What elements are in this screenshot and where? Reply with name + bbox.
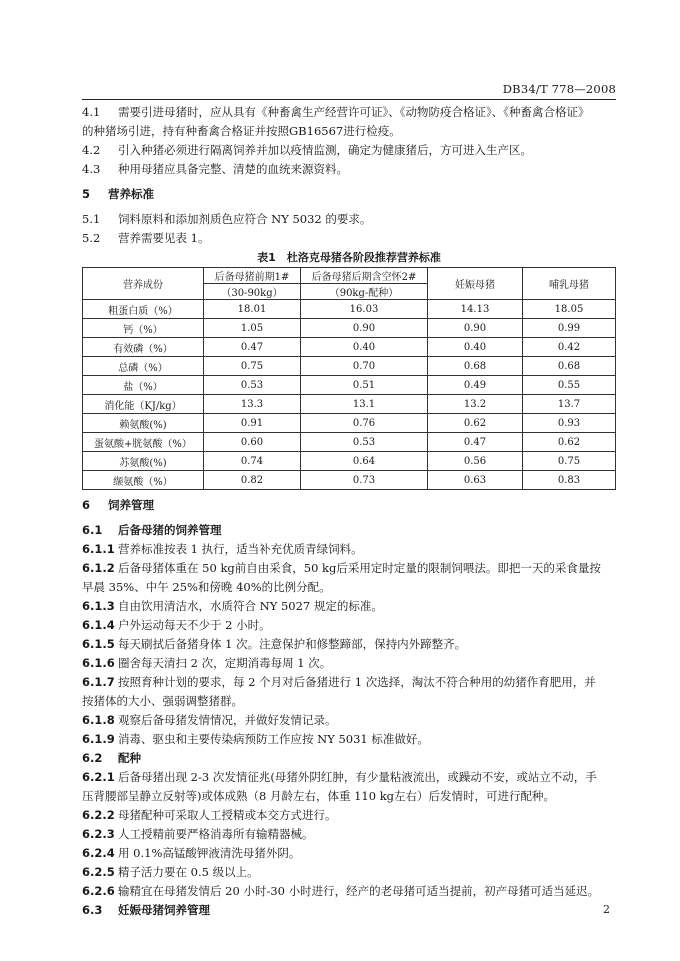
- nutrient-name-cell: 缬氨酸（%）: [83, 471, 204, 490]
- header-gilt-early-range: （30-90kg）: [204, 284, 301, 300]
- table-header-row-1: [83, 268, 616, 284]
- value-cell: 13.2: [428, 395, 523, 414]
- clause-6-2-3: [82, 825, 616, 844]
- clause-6-1-5: [82, 635, 616, 654]
- header-lactating: 哺乳母猪: [523, 268, 616, 300]
- value-cell: 0.56: [428, 452, 523, 471]
- value-cell: 0.53: [204, 376, 301, 395]
- clause-number: 5.2: [82, 231, 101, 245]
- clause-text: 后备母猪体重在 50 kg前自由采食，50 kg后采用定时定量的限制饲喂法。即把一天的采食量按: [118, 561, 601, 575]
- clause-number: 4.1: [82, 105, 101, 119]
- clause-number: 6.2.1: [82, 770, 115, 784]
- page-content: [82, 103, 616, 920]
- clause-number: 4.2: [82, 143, 101, 157]
- clause-6-1-1: [82, 540, 616, 559]
- clause-text: 需要引进母猪时，应从具有《种畜禽生产经营许可证》、《动物防疫合格证》、《种畜禽合格证》: [118, 105, 590, 119]
- value-cell: 0.68: [523, 357, 616, 376]
- clause-6-1-8: [82, 711, 616, 730]
- table-row: [83, 433, 616, 452]
- clause-number: 4.3: [82, 162, 101, 176]
- clause-text: 用 0.1%高锰酸钾液清洗母猪外阴。: [118, 846, 301, 860]
- header-pregnant: 妊娠母猪: [428, 268, 523, 300]
- clause-number: 6.2.3: [82, 827, 115, 841]
- clause-6-2-1: [82, 768, 616, 787]
- value-cell: 16.03: [301, 300, 428, 319]
- clause-4-2: [82, 141, 616, 160]
- subsection-6-2-heading: [82, 749, 616, 768]
- value-cell: 0.93: [523, 414, 616, 433]
- clause-text: 户外运动每天不少于 2 小时。: [118, 618, 271, 632]
- table-row: [83, 452, 616, 471]
- value-cell: 0.75: [204, 357, 301, 376]
- value-cell: 0.47: [428, 433, 523, 452]
- clause-text: 精子活力要在 0.5 级以上。: [118, 865, 259, 879]
- header-gilt-early: 后备母猪前期1#: [204, 268, 301, 284]
- subsection-title: 后备母猪的饲养管理: [118, 523, 222, 537]
- nutrient-name-cell: 有效磷（%）: [83, 338, 204, 357]
- value-cell: 0.73: [301, 471, 428, 490]
- subsection-number: 6.2: [82, 751, 103, 765]
- clause-text: 圈舍每天清扫 2 次，定期消毒每周 1 次。: [118, 656, 332, 670]
- clause-6-1-3: [82, 597, 616, 616]
- clauses-6-2: [82, 768, 616, 901]
- clause-text: 自由饮用清洁水，水质符合 NY 5027 规定的标准。: [118, 599, 383, 613]
- table-row: [83, 357, 616, 376]
- clause-text: 输精宜在母猪发情后 20 小时-30 小时进行，经产的老母猪可适当提前，初产母猪可适当延迟。: [118, 884, 600, 898]
- clause-number: 6.1.1: [82, 542, 115, 556]
- value-cell: 0.49: [428, 376, 523, 395]
- value-cell: 0.40: [301, 338, 428, 357]
- section-title: 饲养管理: [108, 498, 154, 512]
- value-cell: 18.05: [523, 300, 616, 319]
- value-cell: 13.3: [204, 395, 301, 414]
- table-row: [83, 319, 616, 338]
- value-cell: 0.82: [204, 471, 301, 490]
- section-number: 5: [82, 187, 91, 201]
- value-cell: 13.7: [523, 395, 616, 414]
- value-cell: 0.83: [523, 471, 616, 490]
- clause-number: 5.1: [82, 212, 101, 226]
- subsection-title: 配种: [118, 751, 141, 765]
- subsection-number: 6.1: [82, 523, 103, 537]
- value-cell: 0.90: [301, 319, 428, 338]
- clause-6-1-9: [82, 730, 616, 749]
- clause-5-1: [82, 210, 616, 229]
- nutrient-name-cell: 蛋氨酸+胱氨酸（%）: [83, 433, 204, 452]
- nutrient-name-cell: 钙（%）: [83, 319, 204, 338]
- clause-6-2-4: [82, 844, 616, 863]
- clause-6-1-2: [82, 559, 616, 578]
- clause-number: 6.1.2: [82, 561, 115, 575]
- clause-number: 6.1.6: [82, 656, 115, 670]
- nutrition-table: [82, 267, 616, 490]
- nutrient-name-cell: 盐（%）: [83, 376, 204, 395]
- clause-text: 按照育种计划的要求，每 2 个月对后备猪进行 1 次选择，淘汰不符合种用的幼猪作育肥用，并: [118, 675, 596, 689]
- clauses-6-1: [82, 540, 616, 749]
- clause-6-1-4: [82, 616, 616, 635]
- value-cell: 18.01: [204, 300, 301, 319]
- clause-6-1-2-continued: 早晨 35%、中午 25%和傍晚 40%的比例分配。: [82, 580, 331, 594]
- clause-6-2-5: [82, 863, 616, 882]
- clause-4-3: [82, 160, 616, 179]
- table-caption: 表1 杜洛克母猪各阶段推荐营养标准: [257, 251, 441, 264]
- page-number: 2: [603, 903, 610, 916]
- subsection-6-3-heading: [82, 901, 616, 920]
- value-cell: 0.68: [428, 357, 523, 376]
- clause-number: 6.2.2: [82, 808, 115, 822]
- section-5-heading: [82, 185, 616, 204]
- section-number: 6: [82, 498, 91, 512]
- value-cell: 0.75: [523, 452, 616, 471]
- document-code: DB34/T 778—2008: [502, 82, 616, 96]
- clause-number: 6.1.7: [82, 675, 115, 689]
- clause-number: 6.1.4: [82, 618, 115, 632]
- clause-text: 饲料原料和添加剂质色应符合 NY 5032 的要求。: [118, 212, 372, 226]
- table-row: [83, 395, 616, 414]
- clause-number: 6.1.9: [82, 732, 115, 746]
- table-row: [83, 300, 616, 319]
- value-cell: 0.60: [204, 433, 301, 452]
- clause-text: 观察后备母猪发情情况，并做好发情记录。: [118, 713, 337, 727]
- value-cell: 0.51: [301, 376, 428, 395]
- clause-text: 人工授精前要严格消毒所有输精器械。: [118, 827, 314, 841]
- value-cell: 0.55: [523, 376, 616, 395]
- clause-number: 6.1.5: [82, 637, 115, 651]
- clause-5-2: [82, 229, 616, 248]
- header-rule: [82, 99, 616, 100]
- section-6-heading: [82, 496, 616, 515]
- value-cell: 0.91: [204, 414, 301, 433]
- value-cell: 0.74: [204, 452, 301, 471]
- clause-text: 母猪配种可采取人工授精或本交方式进行。: [118, 808, 337, 822]
- table-row: [83, 376, 616, 395]
- subsection-6-1-heading: [82, 521, 616, 540]
- value-cell: 0.90: [428, 319, 523, 338]
- table-body: [83, 300, 616, 490]
- clause-text: 后备母猪出现 2-3 次发情征兆(母猪外阴红肿，有少量粘液流出，或躁动不安，或站立不动，手: [118, 770, 597, 784]
- value-cell: 14.13: [428, 300, 523, 319]
- subsection-number: 6.3: [82, 903, 103, 917]
- section-title: 营养标准: [108, 187, 154, 201]
- value-cell: 0.42: [523, 338, 616, 357]
- clause-text: 营养标准按表 1 执行，适当补充优质青绿饲料。: [118, 542, 363, 556]
- clause-text: 每天刷拭后备猪身体 1 次。注意保护和修整蹄部，保持内外蹄整齐。: [118, 637, 467, 651]
- clause-number: 6.2.5: [82, 865, 115, 879]
- nutrient-name-cell: 总磷（%）: [83, 357, 204, 376]
- clause-6-2-2: [82, 806, 616, 825]
- clause-6-2-6: [82, 882, 616, 901]
- value-cell: 0.99: [523, 319, 616, 338]
- value-cell: 0.40: [428, 338, 523, 357]
- clause-text: 引入种猪必须进行隔离饲养并加以疫情监测，确定为健康猪后，方可进入生产区。: [118, 143, 532, 157]
- nutrient-name-cell: 赖氨酸(%): [83, 414, 204, 433]
- value-cell: 0.53: [301, 433, 428, 452]
- clause-text: 种用母猪应具备完整、清楚的血统来源资料。: [118, 162, 348, 176]
- clause-text: 营养需要见表 1。: [118, 231, 210, 245]
- value-cell: 0.47: [204, 338, 301, 357]
- table-row: [83, 414, 616, 433]
- clause-6-1-7: [82, 673, 616, 692]
- nutrient-name-cell: 粗蛋白质（%）: [83, 300, 204, 319]
- clause-number: 6.1.8: [82, 713, 115, 727]
- value-cell: 0.63: [428, 471, 523, 490]
- table-row: [83, 471, 616, 490]
- clause-4-1: [82, 103, 616, 122]
- header-nutrient: 营养成份: [83, 268, 204, 300]
- value-cell: 0.62: [523, 433, 616, 452]
- clause-text: 消毒、驱虫和主要传染病预防工作应按 NY 5031 标准做好。: [118, 732, 429, 746]
- header-gilt-late: 后备母猪后期含空怀2#: [301, 268, 428, 284]
- value-cell: 0.70: [301, 357, 428, 376]
- value-cell: 0.62: [428, 414, 523, 433]
- table-row: [83, 338, 616, 357]
- subsection-title: 妊娠母猪饲养管理: [118, 903, 210, 917]
- clause-4-1-continued: 的种猪场引进，持有种畜禽合格证并按照GB16567进行检疫。: [82, 124, 401, 138]
- clause-6-2-1-continued: 压背腰部呈静立反射等)或体成熟（8 月龄左右，体重 110 kg左右）后发情时，可进行配种。: [82, 789, 556, 803]
- clause-number: 6.2.6: [82, 884, 115, 898]
- clause-number: 6.2.4: [82, 846, 115, 860]
- nutrient-name-cell: 苏氨酸(%): [83, 452, 204, 471]
- value-cell: 13.1: [301, 395, 428, 414]
- clause-number: 6.1.3: [82, 599, 115, 613]
- value-cell: 0.64: [301, 452, 428, 471]
- clause-6-1-6: [82, 654, 616, 673]
- value-cell: 0.76: [301, 414, 428, 433]
- value-cell: 1.05: [204, 319, 301, 338]
- clause-6-1-7-continued: 按猪体的大小、强弱调整猪群。: [82, 694, 243, 708]
- nutrient-name-cell: 消化能（KJ/kg）: [83, 395, 204, 414]
- header-gilt-late-range: （90kg-配种）: [301, 284, 428, 300]
